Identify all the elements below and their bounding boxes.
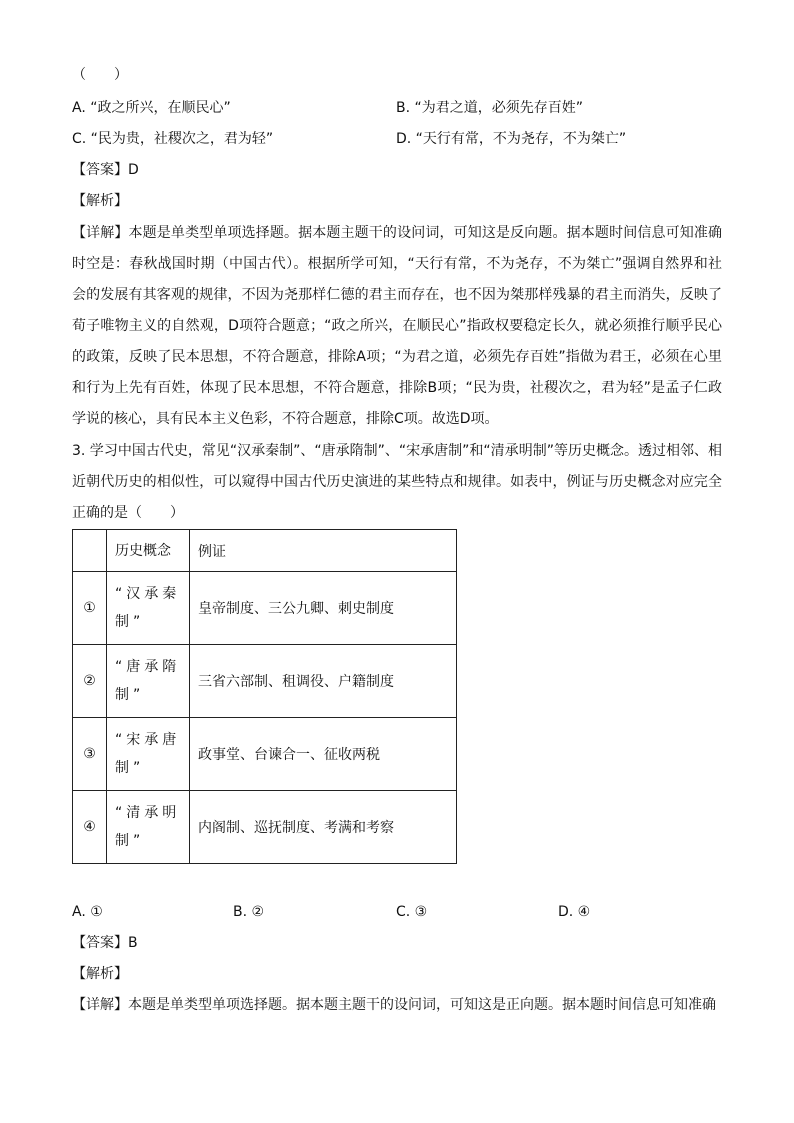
history-concept-table [72,529,457,864]
row-number: ④ [73,791,107,864]
row-concept: “宋承唐制” [107,718,190,791]
option-d: D. “天行有常，不为尧存，不为桀亡” [396,131,627,147]
row-concept: “唐承隋制” [107,645,190,718]
table-header-cell [73,530,107,572]
row-example: 政事堂、台谏合一、征收两税 [190,718,457,791]
analysis-label: 【解析】 [72,966,128,982]
answer-label: 【答案】B [72,935,138,951]
row-number: ③ [73,718,107,791]
table-header-cell: 历史概念 [107,530,190,572]
table-row [73,572,457,645]
table-row [73,645,457,718]
option-c: C. ③ [396,904,428,920]
option-a: A. “政之所兴，在顺民心” [72,100,231,116]
row-concept: “清承明制” [107,791,190,864]
table-row [73,791,457,864]
question-bracket: （ ） [72,67,128,83]
row-number: ② [73,645,107,718]
option-d: D. ④ [558,904,591,920]
explanation-paragraph: 【详解】本题是单类型单项选择题。据本题主题干的设问词，可知这是反向题。据本题时间信息可知准确时空是：春秋战国时期（中国古代）。根据所学可知，“天行有常，不为尧存，不为桀亡”强调自然界和社会的发展有其客观的规律，不因为尧那样仁德的君主而存在，也不因为桀那样残暴的君主而消失，反映了荀子唯物主义的自然观，D项符合题意；“政之所兴，在顺民心”指政权要稳定长久，就必须推行顺乎民心的政策，反映了民本思想，不符合题意，排除A项；“为君之道，必须先存百姓”指做为君王，必须在心里和行为上先有百姓，体现了民本思想，不符合题意，排除B项；“民为贵，社稷次之，君为轻”是孟子仁政学说的核心，具有民本主义色彩，不符合题意，排除C项。故选D项。 [72,225,722,427]
option-c: C. “民为贵，社稷次之，君为轻” [72,131,274,147]
row-number: ① [73,572,107,645]
analysis-label: 【解析】 [72,193,128,209]
row-concept: “汉承秦制” [107,572,190,645]
question-stem: 3. 学习中国古代史，常见“汉承秦制”、“唐承隋制”、“宋承唐制”和“清承明制”等历史概念。透过相邻、相近朝代历史的相似性，可以窥得中国古代历史演进的某些特点和规律。如表中，例证与历史概念对应完全正确的是（ ） [72,443,722,521]
row-example: 三省六部制、租调役、户籍制度 [190,645,457,718]
row-example: 皇帝制度、三公九卿、刺史制度 [190,572,457,645]
table-row [73,718,457,791]
table-header-row [73,530,457,572]
answer-label: 【答案】D [72,162,139,178]
row-example: 内阁制、巡抚制度、考满和考察 [190,791,457,864]
option-b: B. ② [233,904,265,920]
explanation-start: 【详解】本题是单类型单项选择题。据本题主题干的设问词，可知这是正向题。据本题时间信息可知准确 [72,997,716,1013]
table-header-cell: 例证 [190,530,457,572]
option-b: B. “为君之道，必须先存百姓” [396,100,584,116]
option-a: A. ① [72,904,103,920]
